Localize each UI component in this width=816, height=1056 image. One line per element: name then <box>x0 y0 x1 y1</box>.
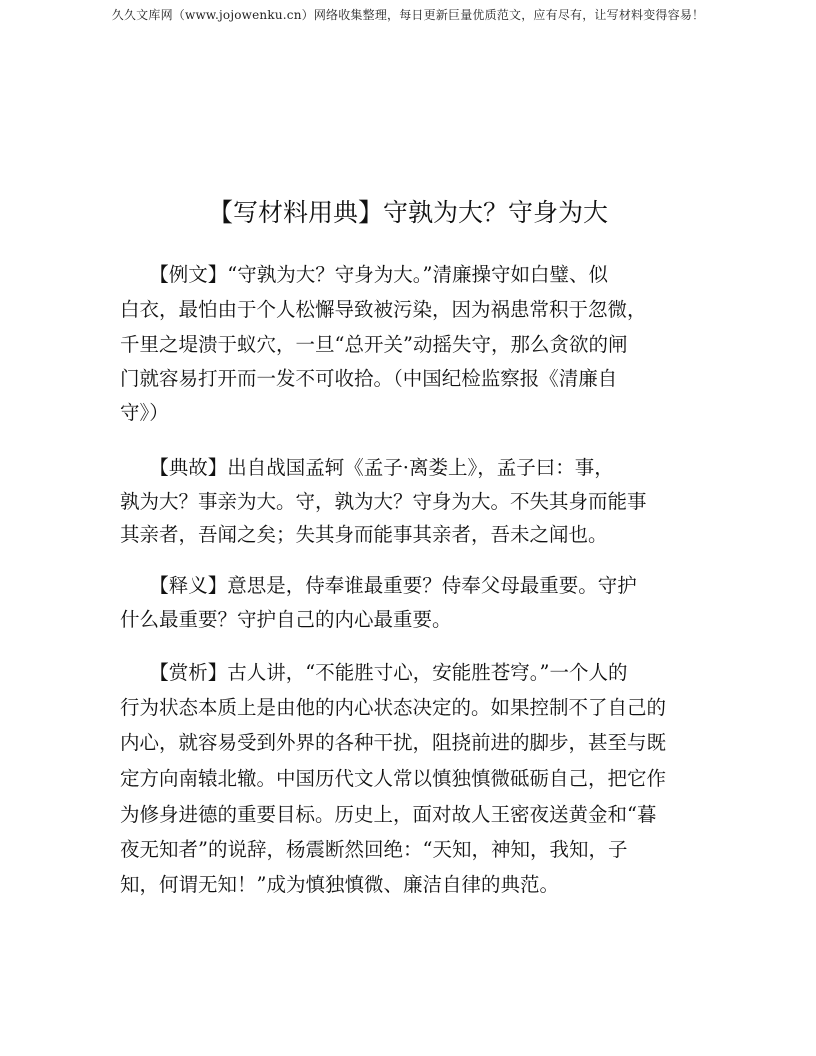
appreciation-line-7: 知，何谓无知！”成为慎独慎微、廉洁自律的典范。 <box>120 873 559 896</box>
example-line-3: 千里之堤溃于蚁穴，一旦“总开关”动摇失守，那么贪欲的闸 <box>120 333 628 356</box>
site-header: 久久文库网（www.jojowenku.cn）网络收集整理，每日更新巨量优质范文，应有尽有，让写材料变得容易！ <box>111 8 705 22</box>
meaning-line-1: 【释义】意思是，侍奉谁最重要？侍奉父母最重要。守护 <box>120 574 637 597</box>
appreciation-line-1: 【赏析】古人讲，“不能胜寸心，安能胜苍穹。”一个人的 <box>120 661 628 684</box>
meaning-line-2: 什么最重要？守护自己的内心最重要。 <box>120 608 452 631</box>
example-line-2: 白衣，最怕由于个人松懈导致被污染，因为祸患常积于忽微， <box>120 298 647 321</box>
appreciation-line-6: 夜无知者”的说辞，杨震断然回绝：“天知，神知，我知，子 <box>120 838 628 861</box>
appreciation-line-2: 行为状态本质上是由他的内心状态决定的。如果控制不了自己的 <box>120 696 667 719</box>
appreciation-line-5: 为修身进德的重要目标。历史上，面对故人王密夜送黄金和“暮 <box>120 803 657 826</box>
allusion-line-3: 其亲者，吾闻之矣；失其身而能事其亲者，吾未之闻也。 <box>120 523 608 546</box>
example-line-4: 门就容易打开而一发不可收拾。（中国纪检监察报《清廉自 <box>120 367 618 390</box>
allusion-line-1: 【典故】出自战国孟轲《孟子·离娄上》，孟子曰：事， <box>120 456 614 479</box>
example-line-5: 守》） <box>120 401 169 424</box>
page-title: 【写材料用典】守孰为大？守身为大 <box>207 198 608 227</box>
example-line-1: 【例文】“守孰为大？守身为大。”清廉操守如白璧、似 <box>120 263 608 286</box>
appreciation-line-4: 定方向南辕北辙。中国历代文人常以慎独慎微砥砺自己，把它作 <box>120 767 667 790</box>
allusion-line-2: 孰为大？事亲为大。守，孰为大？守身为大。不失其身而能事 <box>120 490 647 513</box>
appreciation-line-3: 内心，就容易受到外界的各种干扰，阻挠前进的脚步，甚至与既 <box>120 731 667 754</box>
